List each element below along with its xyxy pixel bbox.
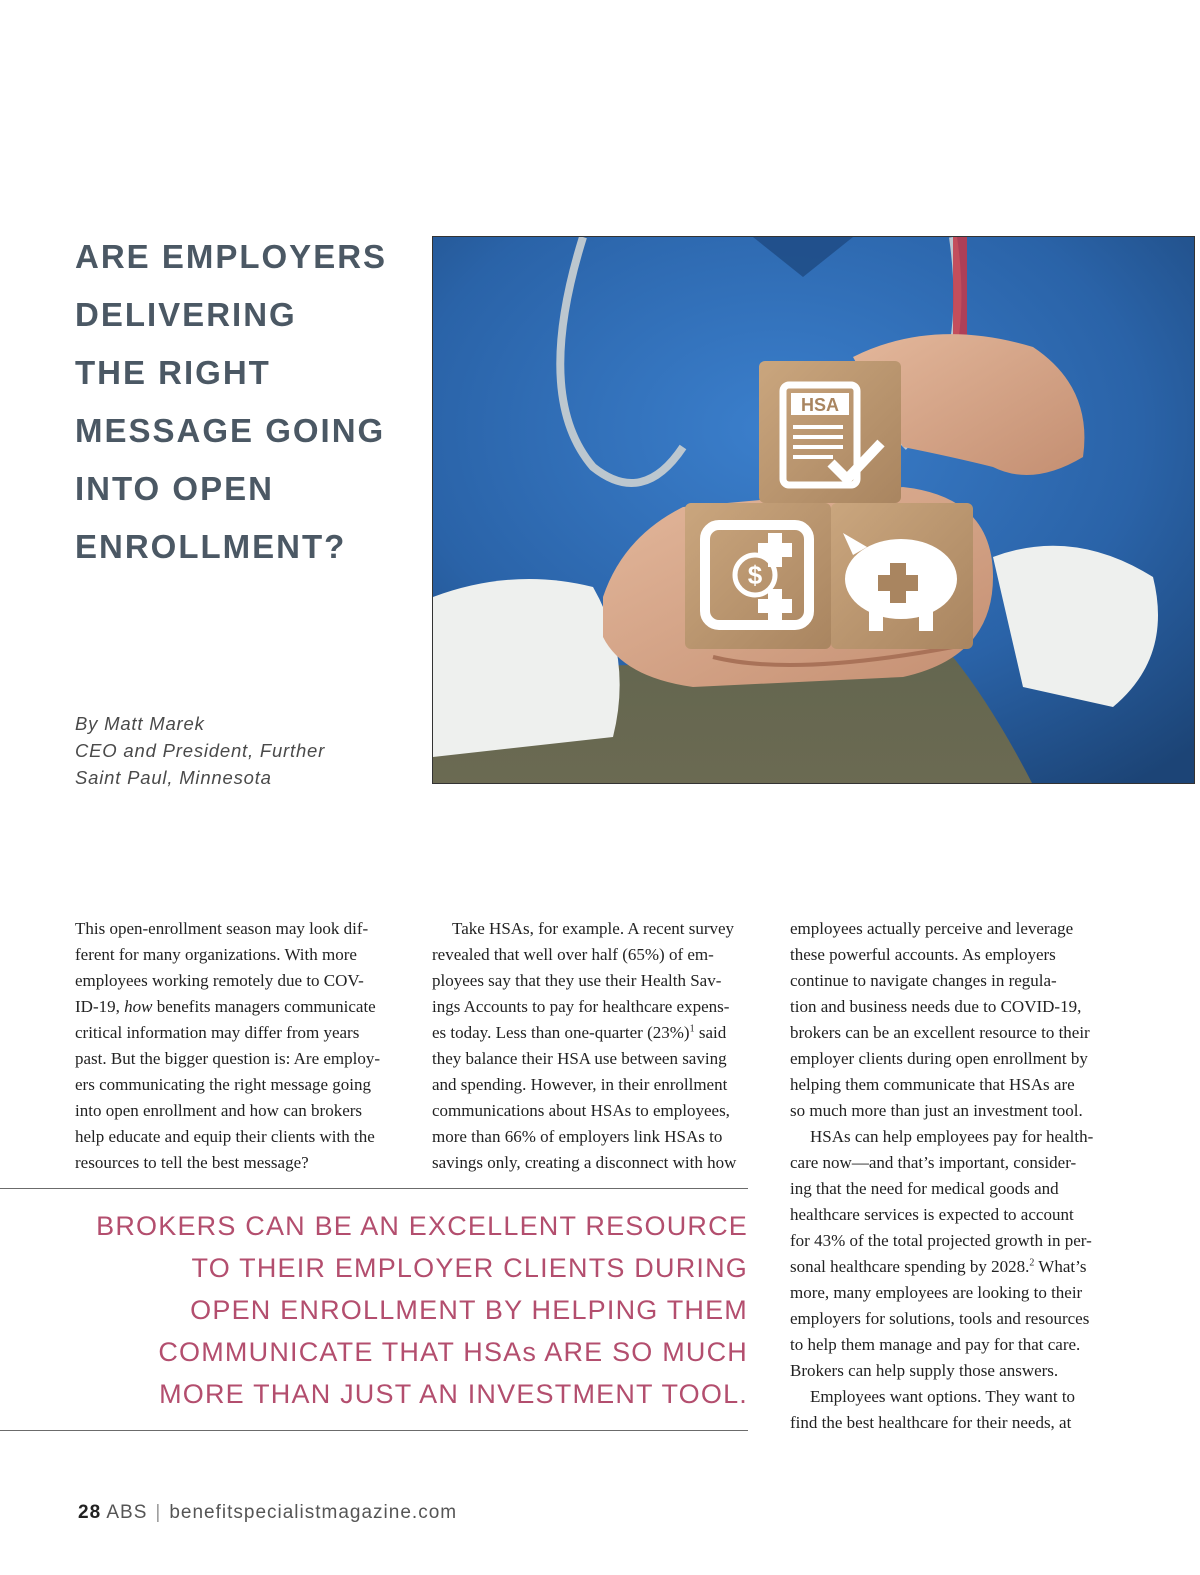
- paragraph: [790, 916, 1125, 1124]
- author-name: By Matt Marek: [75, 713, 205, 734]
- paragraph: [790, 1384, 1125, 1436]
- website-link[interactable]: benefitspecialistmagazine.com: [169, 1502, 458, 1523]
- pull-quote-bottom-rule: [0, 1430, 748, 1431]
- text-line: into open enrollment and how can brokers: [75, 1101, 363, 1120]
- byline: [75, 710, 415, 791]
- text-fragment: What’s: [1034, 1257, 1087, 1276]
- headline-line: THE RIGHT: [75, 354, 271, 391]
- text-line: helping them communicate that HSAs are: [790, 1075, 1075, 1094]
- paragraph: [432, 916, 767, 1176]
- pull-quote-line: OPEN ENROLLMENT BY HELPING THEM: [190, 1295, 748, 1325]
- body-column-1: [75, 916, 410, 1176]
- text-line: more, many employees are looking to their: [790, 1283, 1083, 1302]
- text-line: employer clients during open enrollment by: [790, 1049, 1088, 1068]
- text-line: revealed that well over half (65%) of em-: [432, 945, 714, 964]
- body-column-2: [432, 916, 767, 1176]
- text-line: so much more than just an investment tool.: [790, 1101, 1083, 1120]
- text-line: to help them manage and pay for that care.: [790, 1335, 1081, 1354]
- text-line: ing that the need for medical goods and: [790, 1179, 1059, 1198]
- text-line: This open-enrollment season may look dif-: [75, 919, 369, 938]
- svg-text:$: $: [747, 560, 763, 590]
- hsa-block-label: HSA: [800, 395, 840, 415]
- text-line: employees working remotely due to COV-: [75, 971, 364, 990]
- text-line: HSAs can help employees pay for health-: [810, 1127, 1094, 1146]
- text-fragment: benefits managers communicate: [152, 997, 376, 1016]
- author-location: Saint Paul, Minnesota: [75, 767, 272, 788]
- text-fragment: ID-19,: [75, 997, 125, 1016]
- publication-name: ABS: [106, 1502, 148, 1523]
- text-line: past. But the bigger question is: Are employ-: [75, 1049, 381, 1068]
- paragraph: [790, 1124, 1125, 1384]
- pull-quote-line: COMMUNICATE THAT HSAs ARE SO MUCH: [158, 1337, 748, 1367]
- pull-quote-line: BROKERS CAN BE AN EXCELLENT RESOURCE: [96, 1211, 748, 1241]
- footnote-marker: 1: [689, 1023, 695, 1035]
- text-line: [75, 994, 410, 1020]
- text-line: ers communicating the right message going: [75, 1075, 372, 1094]
- text-line: brokers can be an excellent resource to their: [790, 1023, 1090, 1042]
- headline-line: INTO OPEN: [75, 470, 274, 507]
- text-line: ings Accounts to pay for healthcare expens-: [432, 997, 730, 1016]
- text-line: healthcare services is expected to account: [790, 1205, 1074, 1224]
- text-line: tion and business needs due to COVID-19,: [790, 997, 1082, 1016]
- pull-quote-top-rule: [0, 1188, 748, 1189]
- text-line: help educate and equip their clients with the: [75, 1127, 375, 1146]
- text-line: ployees say that they use their Health Sav-: [432, 971, 722, 990]
- text-line: for 43% of the total projected growth in per-: [790, 1231, 1092, 1250]
- text-line: more than 66% of employers link HSAs to: [432, 1127, 723, 1146]
- page-number: 28: [78, 1502, 102, 1523]
- headline-line: MESSAGE GOING: [75, 412, 386, 449]
- headline-line: DELIVERING: [75, 296, 297, 333]
- footnote-marker: 2: [1029, 1257, 1035, 1269]
- text-line: these powerful accounts. As employers: [790, 945, 1056, 964]
- text-line: employees actually perceive and leverage: [790, 919, 1074, 938]
- text-line: savings only, creating a disconnect with how: [432, 1153, 737, 1172]
- pull-quote-line: TO THEIR EMPLOYER CLIENTS DURING: [191, 1253, 748, 1283]
- footer-separator: |: [155, 1502, 162, 1523]
- headline-line: ENROLLMENT?: [75, 528, 347, 565]
- text-line: resources to tell the best message?: [75, 1153, 309, 1172]
- text-line: they balance their HSA use between saving: [432, 1049, 727, 1068]
- page-footer: [78, 1502, 457, 1524]
- text-fragment: sonal healthcare spending by 2028.: [790, 1257, 1030, 1276]
- hero-photo: [432, 236, 1195, 784]
- text-line: care now—and that’s important, consider-: [790, 1153, 1077, 1172]
- pull-quote-line: MORE THAN JUST AN INVESTMENT TOOL.: [159, 1379, 748, 1409]
- text-line: Brokers can help supply those answers.: [790, 1361, 1059, 1380]
- text-line: [432, 1020, 767, 1046]
- text-fragment: es today. Less than one-quarter (23%): [432, 1023, 690, 1042]
- pull-quote: [60, 1205, 748, 1415]
- author-title: CEO and President, Further: [75, 740, 326, 761]
- article-headline: [75, 228, 420, 576]
- text-line: critical information may differ from years: [75, 1023, 360, 1042]
- emphasis-word: how: [124, 997, 153, 1016]
- text-line: [790, 1254, 1125, 1280]
- text-line: Take HSAs, for example. A recent survey: [452, 919, 735, 938]
- paragraph: [75, 916, 410, 1176]
- text-line: and spending. However, in their enrollment: [432, 1075, 728, 1094]
- text-fragment: said: [694, 1023, 727, 1042]
- text-line: communications about HSAs to employees,: [432, 1101, 730, 1120]
- text-line: employers for solutions, tools and resources: [790, 1309, 1090, 1328]
- text-line: Employees want options. They want to: [810, 1387, 1076, 1406]
- text-line: continue to navigate changes in regula-: [790, 971, 1057, 990]
- text-line: find the best healthcare for their needs, at: [790, 1413, 1072, 1432]
- text-line: ferent for many organizations. With more: [75, 945, 357, 964]
- body-column-3: [790, 916, 1125, 1436]
- headline-line: ARE EMPLOYERS: [75, 238, 388, 275]
